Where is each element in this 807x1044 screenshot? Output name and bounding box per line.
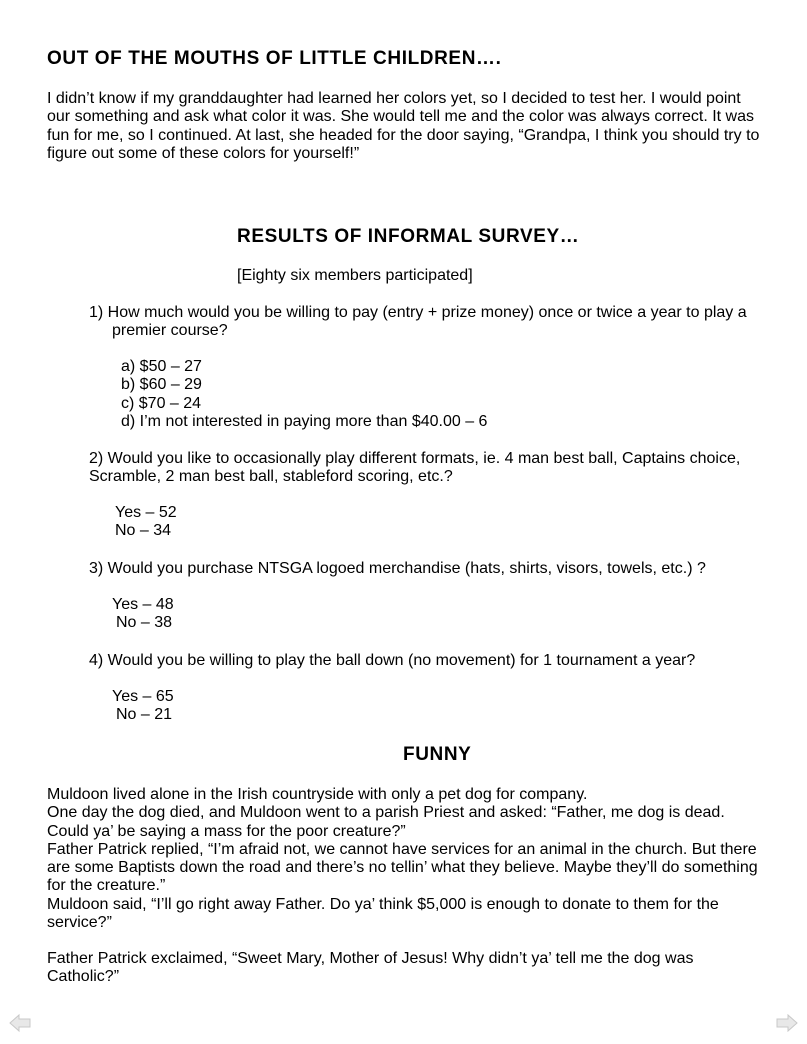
- next-page-button[interactable]: [776, 1013, 798, 1033]
- answer: d) I’m not interested in paying more than $40.00 – 6: [121, 412, 488, 430]
- text-line: Catholic?”: [47, 968, 120, 986]
- text-line: fun for me, so I continued. At last, she headed for the door saying, “Grandpa, I think you should try to: [47, 126, 760, 144]
- text-line: for the creature.”: [47, 877, 166, 895]
- text-line: Father Patrick replied, “I’m afraid not, we cannot have services for an animal in the church. But there: [47, 840, 757, 858]
- text-line: figure out some of these colors for yourself!”: [47, 144, 360, 162]
- question-3: [89, 560, 706, 578]
- survey-heading: RESULTS OF INFORMAL SURVEY…: [237, 226, 580, 247]
- question-2-answers: [115, 504, 177, 541]
- question-line: 2) Would you like to occasionally play different formats, ie. 4 man best ball, Captains choice,: [89, 450, 741, 467]
- answer: b) $60 – 29: [121, 376, 202, 394]
- text-line: Could ya’ be saying a mass for the poor creature?”: [47, 822, 406, 840]
- text-line: Father Patrick exclaimed, “Sweet Mary, Mother of Jesus! Why didn’t ya’ tell me the dog was: [47, 950, 694, 967]
- answer: No – 38: [116, 614, 173, 632]
- text-line: service?”: [47, 914, 112, 932]
- survey-subtitle: [Eighty six members participated]: [237, 267, 473, 284]
- left-arrow-icon: [9, 1013, 31, 1033]
- right-arrow-icon: [776, 1013, 798, 1033]
- question-3-answers: [112, 596, 174, 633]
- answer: c) $70 – 24: [121, 394, 202, 412]
- funny-punchline: [47, 950, 777, 987]
- question-line: premier course?: [112, 322, 228, 340]
- funny-heading: FUNNY: [403, 744, 472, 765]
- text-line: are some Baptists down the road and there’s no tellin’ what they believe. Maybe they’ll do something: [47, 859, 758, 877]
- answer: No – 34: [115, 522, 172, 540]
- answer: Yes – 65: [112, 688, 174, 705]
- answer: Yes – 52: [115, 504, 177, 521]
- question-line: 4) Would you be willing to play the ball down (no movement) for 1 tournament a year?: [89, 652, 696, 669]
- question-1-answers: [121, 358, 487, 431]
- question-line: 1) How much would you be willing to pay (entry + prize money) once or twice a year to play a: [89, 304, 747, 321]
- question-2: [89, 450, 740, 487]
- question-4-answers: [112, 688, 174, 725]
- text-line: Muldoon lived alone in the Irish countryside with only a pet dog for company.: [47, 786, 588, 803]
- text-line: One day the dog died, and Muldoon went to a parish Priest and asked: “Father, me dog is dead.: [47, 804, 725, 822]
- answer: a) $50 – 27: [121, 358, 202, 375]
- funny-story: [47, 786, 777, 932]
- text-line: Muldoon said, “I’ll go right away Father. Do ya’ think $5,000 is enough to donate to them for the: [47, 895, 719, 913]
- children-heading: OUT OF THE MOUTHS OF LITTLE CHILDREN….: [47, 48, 502, 69]
- answer: Yes – 48: [112, 596, 174, 613]
- question-line: Scramble, 2 man best ball, stableford scoring, etc.?: [89, 468, 453, 486]
- text-line: I didn’t know if my granddaughter had learned her colors yet, so I decided to test her. I would point: [47, 90, 741, 107]
- question-4: [89, 652, 695, 670]
- previous-page-button[interactable]: [9, 1013, 31, 1033]
- question-line: 3) Would you purchase NTSGA logoed merchandise (hats, shirts, visors, towels, etc.) ?: [89, 560, 706, 577]
- children-story: [47, 90, 767, 163]
- answer: No – 21: [116, 706, 173, 724]
- text-line: our something and ask what color it was. She would tell me and the color was always correct. It was: [47, 108, 754, 126]
- question-1: [89, 304, 747, 341]
